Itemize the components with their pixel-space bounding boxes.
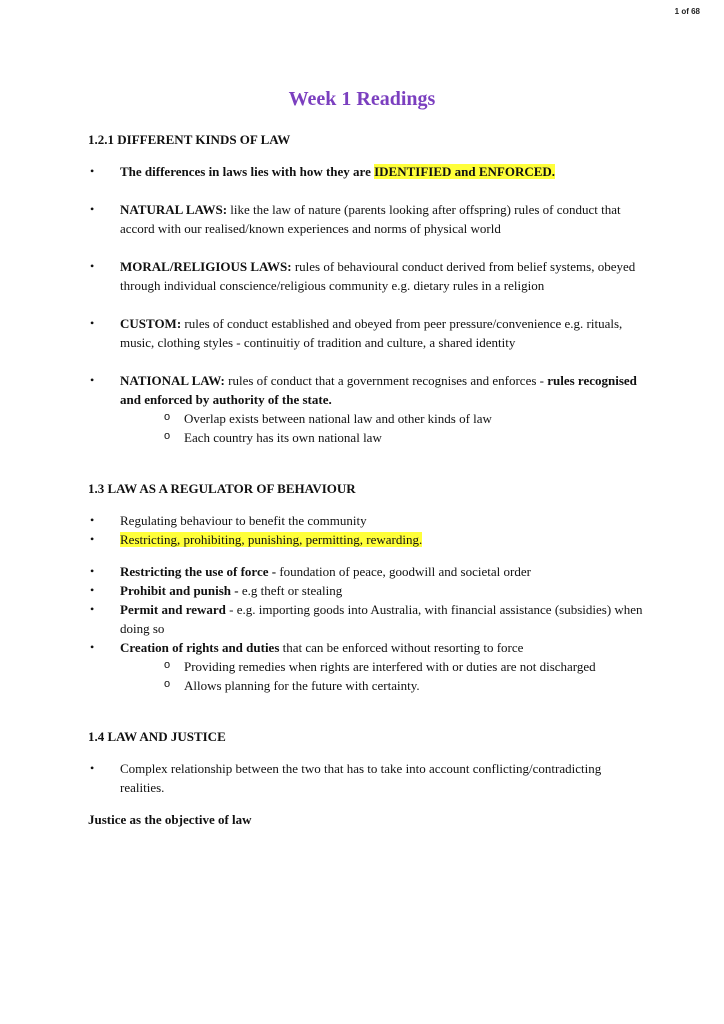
term-national-law: NATIONAL LAW: [120, 373, 225, 388]
bold-text: Prohibit and punish - [120, 583, 239, 598]
definition-text: rules of conduct that a government recognises and enforces - [224, 373, 548, 388]
term-natural-laws: NATURAL LAWS: [120, 202, 228, 217]
definition-text: rules of conduct established and obeyed from peer pressure/convenience e.g. rituals, music, clothing styles - continuitiy of tradition and culture, a shared identity [120, 316, 623, 350]
law-justice-list [88, 759, 648, 797]
page-title: Week 1 Readings [288, 88, 436, 110]
subheading-justice-objective: Justice as the objective of law [88, 812, 252, 827]
list-item [88, 581, 648, 600]
regulator-list [88, 511, 648, 695]
term-custom: CUSTOM: [120, 316, 182, 331]
definition-text: rules of behavioural conduct derived from belief systems, obeyed through individual conscience/religious community e.g. dietary rules in a religion [120, 259, 636, 293]
term-moral-religious-laws: MORAL/RELIGIOUS LAWS: [120, 259, 292, 274]
section-heading-kinds-of-law: 1.2.1 DIFFERENT KINDS OF LAW [88, 132, 291, 147]
list-item [88, 162, 648, 181]
bold-text: rules recognised and enforced by authority of the state. [120, 373, 637, 407]
sub-list-item: o Overlap exists between national law and other kinds of law [120, 409, 648, 428]
sub-list-item: o Allows planning for the future with certainty. [120, 676, 648, 695]
list-item [88, 200, 648, 238]
list-item [88, 562, 648, 581]
list-item [88, 530, 648, 549]
list-item: • Regulating behaviour to benefit the community [88, 511, 648, 530]
sub-list [120, 409, 648, 447]
body-text: - e.g. importing goods into Australia, with financial assistance (subsidies) when doing so [120, 602, 643, 636]
list-item [88, 314, 648, 352]
section-heading-law-and-justice: 1.4 LAW AND JUSTICE [88, 729, 226, 744]
body-text: that can be enforced without resorting to force [279, 640, 524, 655]
highlighted-text: Restricting, prohibiting, punishing, permitting, rewarding. [120, 532, 423, 547]
definition-text: like the law of nature (parents looking after offspring) rules of conduct that accord with our realised/known experiences and norms of physical world [120, 202, 621, 236]
bold-text: Creation of rights and duties [120, 640, 280, 655]
bold-text: Restricting the use of force - [120, 564, 277, 579]
bold-text: Permit and reward [120, 602, 226, 617]
list-item [88, 371, 648, 447]
sub-list [120, 657, 648, 695]
list-item: • Complex relationship between the two that has to take into account conflicting/contradicting realities. [88, 759, 648, 797]
highlighted-text: IDENTIFIED and ENFORCED. [374, 164, 556, 179]
body-text: foundation of peace, goodwill and societal order [276, 564, 531, 579]
sub-list-item: o Providing remedies when rights are interfered with or duties are not discharged [120, 657, 648, 676]
section-heading-regulator-of-behaviour: 1.3 LAW AS A REGULATOR OF BEHAVIOUR [88, 481, 356, 496]
list-item [88, 638, 648, 695]
sub-list-item: o Each country has its own national law [120, 428, 648, 447]
kinds-of-law-list [88, 162, 648, 447]
bold-text: The differences in laws lies with how they are [120, 164, 375, 179]
document-body [88, 130, 648, 829]
page-number: 1 of 68 [674, 7, 700, 16]
list-item [88, 257, 648, 295]
list-item [88, 600, 648, 638]
body-text: e.g theft or stealing [238, 583, 343, 598]
